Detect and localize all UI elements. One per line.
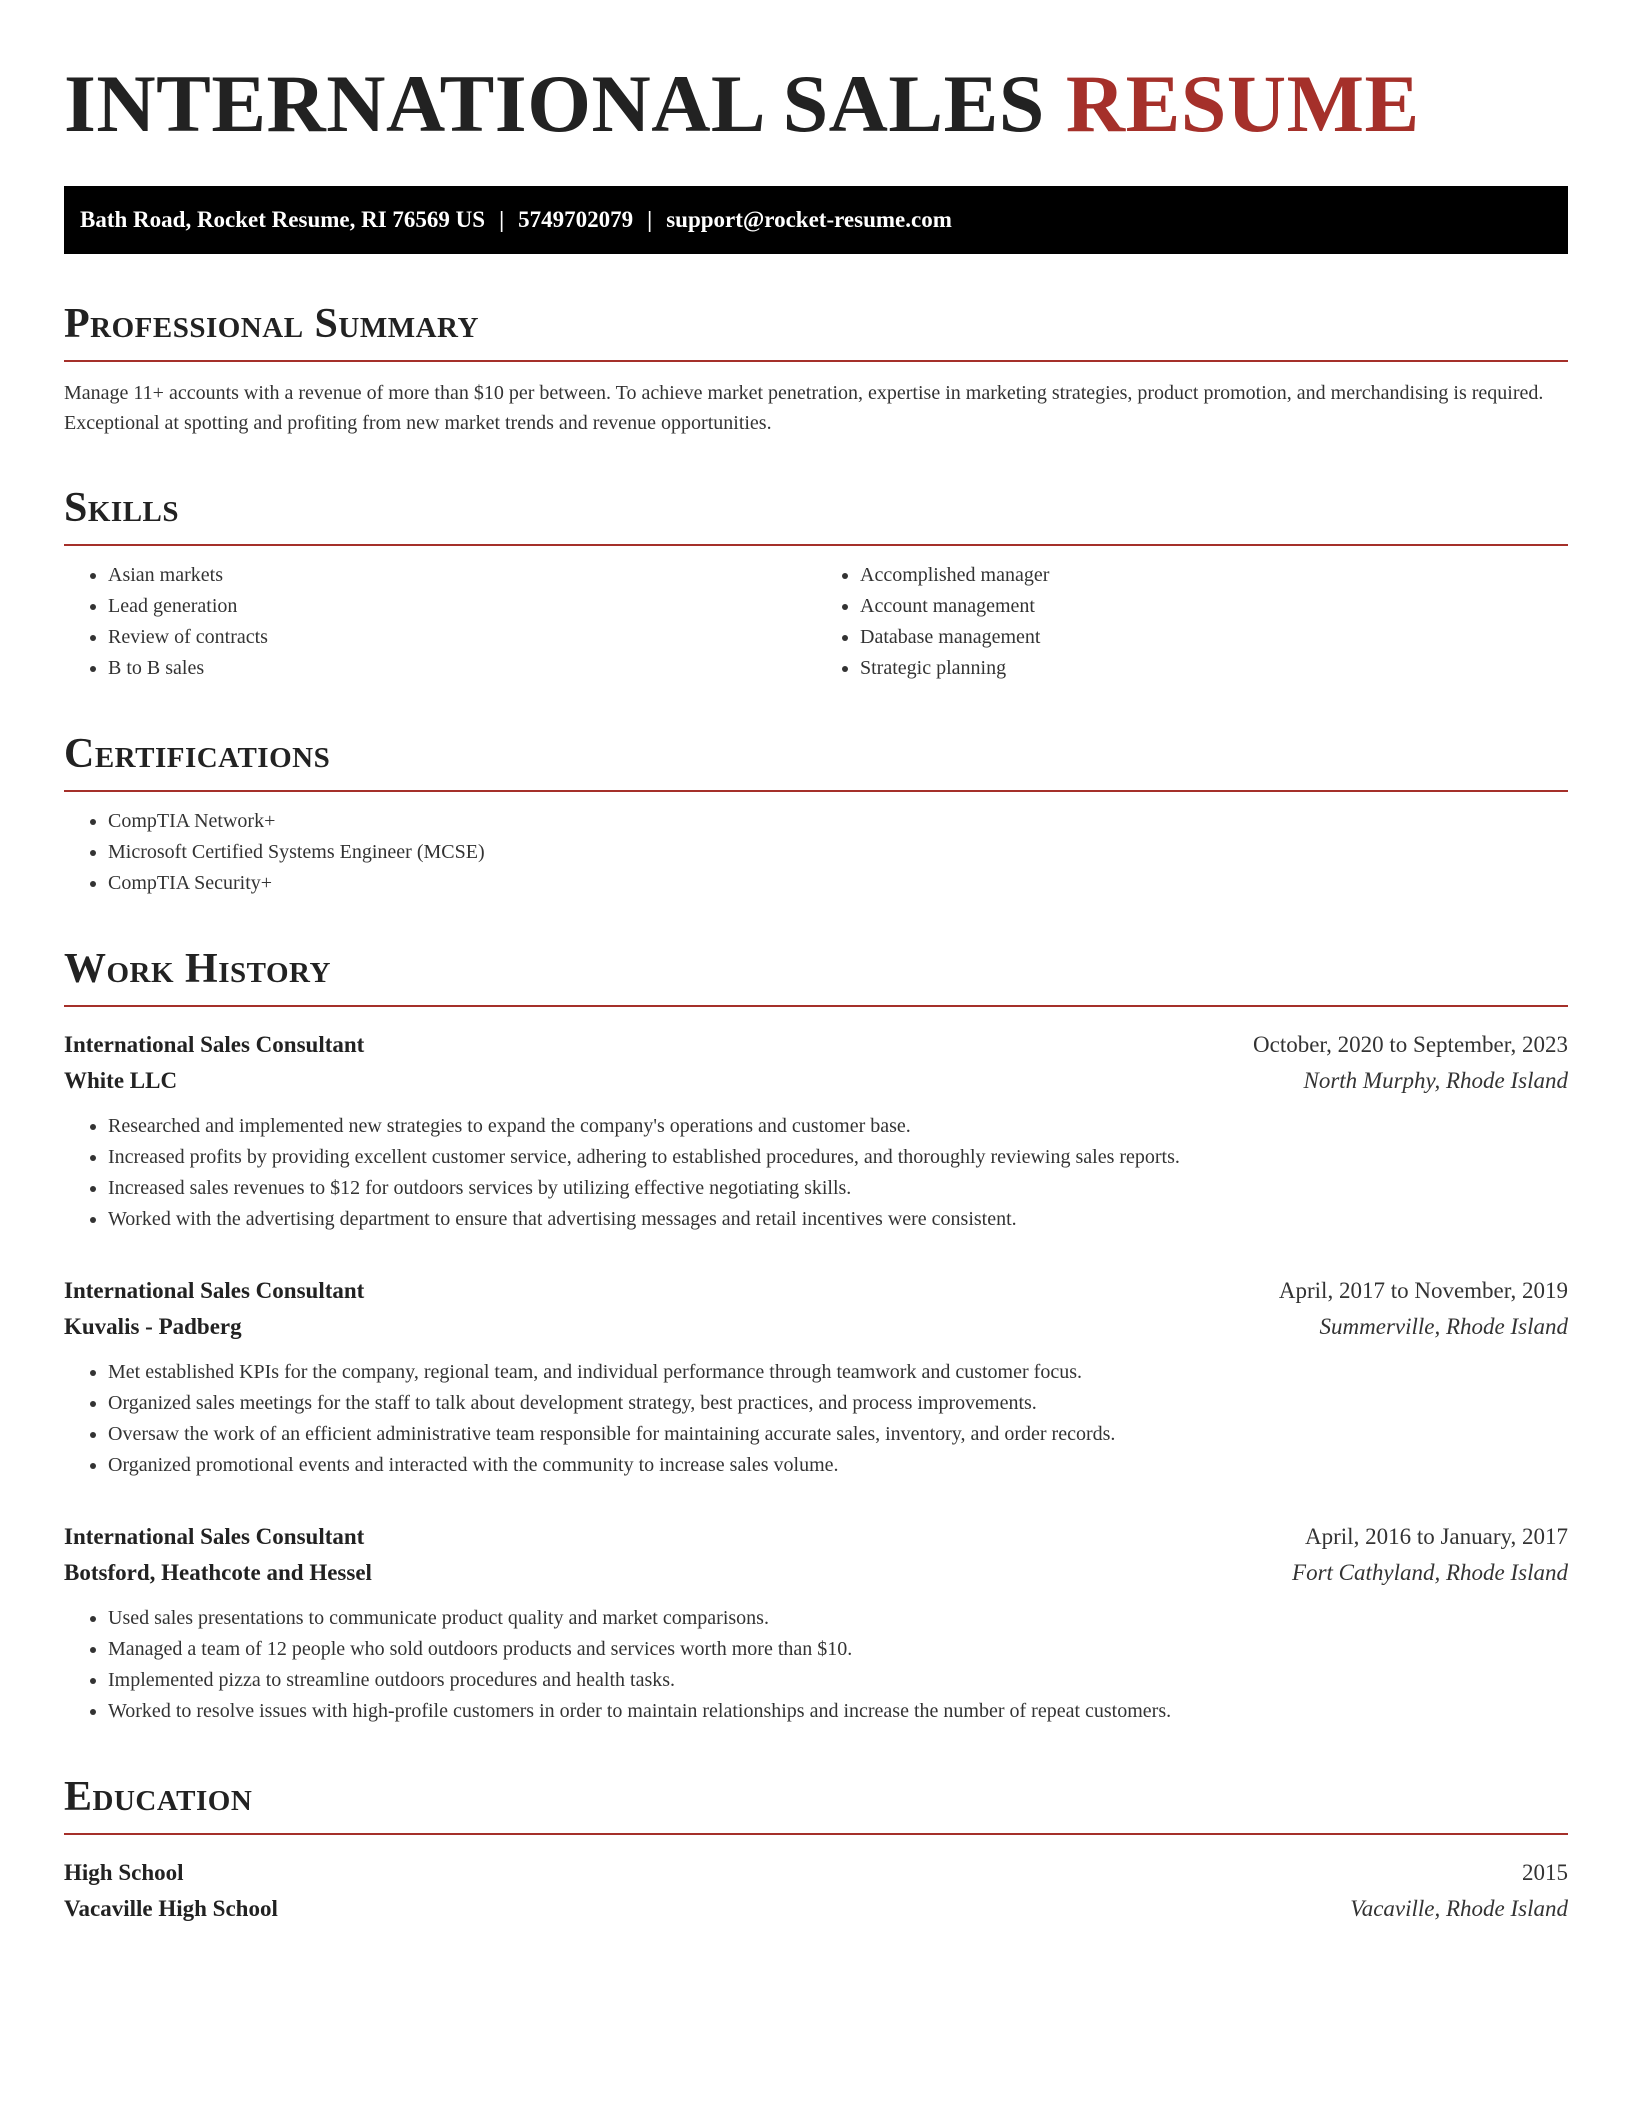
job-entry: [64, 1027, 1568, 1235]
skill-item: • Strategic planning: [860, 653, 1568, 684]
job-location: North Murphy, Rhode Island: [1303, 1068, 1568, 1093]
job-bullet: • Worked to resolve issues with high-profile customers in order to maintain relationships and increase the number of repeat customers.: [108, 1696, 1568, 1727]
job-bullet: • Managed a team of 12 people who sold outdoors products and services worth more than $10.: [108, 1634, 1568, 1665]
job-company-row: [64, 1555, 1568, 1591]
job-bullet: • Used sales presentations to communicate product quality and market comparisons.: [108, 1603, 1568, 1634]
summary-text: Manage 11+ accounts with a revenue of more than $10 per between. To achieve market penetration, expertise in marketing strategies, product promotion, and merchandising is required. Exceptional at spotting and profiting from new market trends and revenue opportunities.: [64, 382, 1544, 434]
certifications-list: [64, 806, 1568, 899]
contact-address: Bath Road, Rocket Resume, RI 76569 US: [80, 207, 486, 232]
certification-item: • CompTIA Network+: [108, 806, 1568, 837]
education-degree-row: [64, 1855, 1568, 1891]
job-bullet: • Organized promotional events and interacted with the community to increase sales volume.: [108, 1450, 1568, 1481]
resume-title: [64, 56, 1568, 152]
contact-phone: 5749702079: [518, 207, 634, 232]
contact-separator: |: [499, 207, 505, 232]
skills-section: [64, 482, 1568, 684]
skill-item: • B to B sales: [108, 653, 816, 684]
job-bullet: • Worked with the advertising department to ensure that advertising messages and retail incentives were consistent.: [108, 1204, 1568, 1235]
certification-item: • CompTIA Security+: [108, 868, 1568, 899]
skills-list-right: [816, 560, 1568, 684]
job-company: Kuvalis - Padberg: [64, 1314, 242, 1339]
education-school-row: [64, 1891, 1568, 1927]
job-bullet: • Increased profits by providing excellent customer service, adhering to established procedures, and thoroughly reviewing sales reports.: [108, 1142, 1568, 1173]
job-bullet: • Increased sales revenues to $12 for outdoors services by utilizing effective negotiating skills.: [108, 1173, 1568, 1204]
contact-separator: |: [647, 207, 653, 232]
job-company: White LLC: [64, 1068, 178, 1093]
job-bullet: • Organized sales meetings for the staff to talk about development strategy, best practices, and process improvements.: [108, 1388, 1568, 1419]
job-location: Summerville, Rhode Island: [1319, 1314, 1568, 1339]
job-title: International Sales Consultant: [64, 1278, 365, 1303]
job-bullets: [64, 1603, 1568, 1727]
certifications-section: [64, 728, 1568, 899]
job-title: International Sales Consultant: [64, 1524, 365, 1549]
job-dates: April, 2016 to January, 2017: [1305, 1524, 1568, 1549]
skill-item: • Asian markets: [108, 560, 816, 591]
skill-item: • Database management: [860, 622, 1568, 653]
contact-email[interactable]: support@rocket-resume.com: [666, 207, 952, 232]
job-dates: October, 2020 to September, 2023: [1253, 1032, 1568, 1057]
education-location: Vacaville, Rhode Island: [1350, 1896, 1568, 1921]
job-company-row: [64, 1309, 1568, 1345]
job-location: Fort Cathyland, Rhode Island: [1292, 1560, 1568, 1585]
job-title: International Sales Consultant: [64, 1032, 365, 1057]
skills-heading: Skills: [64, 482, 1568, 546]
contact-bar: [64, 186, 1568, 254]
education-year: 2015: [1522, 1860, 1568, 1885]
job-bullet: • Oversaw the work of an efficient administrative team responsible for maintaining accurate sales, inventory, and order records.: [108, 1419, 1568, 1450]
certification-item: • Microsoft Certified Systems Engineer (MCSE): [108, 837, 1568, 868]
job-header-row: [64, 1027, 1568, 1063]
education-degree: High School: [64, 1860, 184, 1885]
skills-list-left: [64, 560, 816, 684]
skills-columns: [64, 546, 1568, 684]
job-company: Botsford, Heathcote and Hessel: [64, 1560, 372, 1585]
education-heading: Education: [64, 1771, 1568, 1835]
summary-section: [64, 298, 1568, 438]
job-bullet: • Researched and implemented new strategies to expand the company's operations and customer base.: [108, 1111, 1568, 1142]
work-history-heading: Work History: [64, 943, 1568, 1007]
certifications-heading: Certifications: [64, 728, 1568, 792]
skill-item: • Lead generation: [108, 591, 816, 622]
title-main: INTERNATIONAL SALES: [64, 58, 1045, 149]
work-history-section: [64, 943, 1568, 1727]
title-accent: RESUME: [1065, 58, 1420, 149]
summary-heading: Professional Summary: [64, 298, 1568, 362]
job-bullet: • Met established KPIs for the company, regional team, and individual performance through teamwork and customer focus.: [108, 1357, 1568, 1388]
job-bullet: • Implemented pizza to streamline outdoors procedures and health tasks.: [108, 1665, 1568, 1696]
job-bullets: [64, 1357, 1568, 1481]
skill-item: • Account management: [860, 591, 1568, 622]
job-company-row: [64, 1063, 1568, 1099]
job-header-row: [64, 1273, 1568, 1309]
job-entry: [64, 1519, 1568, 1727]
skill-item: • Review of contracts: [108, 622, 816, 653]
job-entry: [64, 1273, 1568, 1481]
job-header-row: [64, 1519, 1568, 1555]
job-dates: April, 2017 to November, 2019: [1278, 1278, 1568, 1303]
skill-item: • Accomplished manager: [860, 560, 1568, 591]
education-school: Vacaville High School: [64, 1896, 278, 1921]
job-bullets: [64, 1111, 1568, 1235]
education-entry: [64, 1855, 1568, 1927]
education-section: [64, 1771, 1568, 1927]
